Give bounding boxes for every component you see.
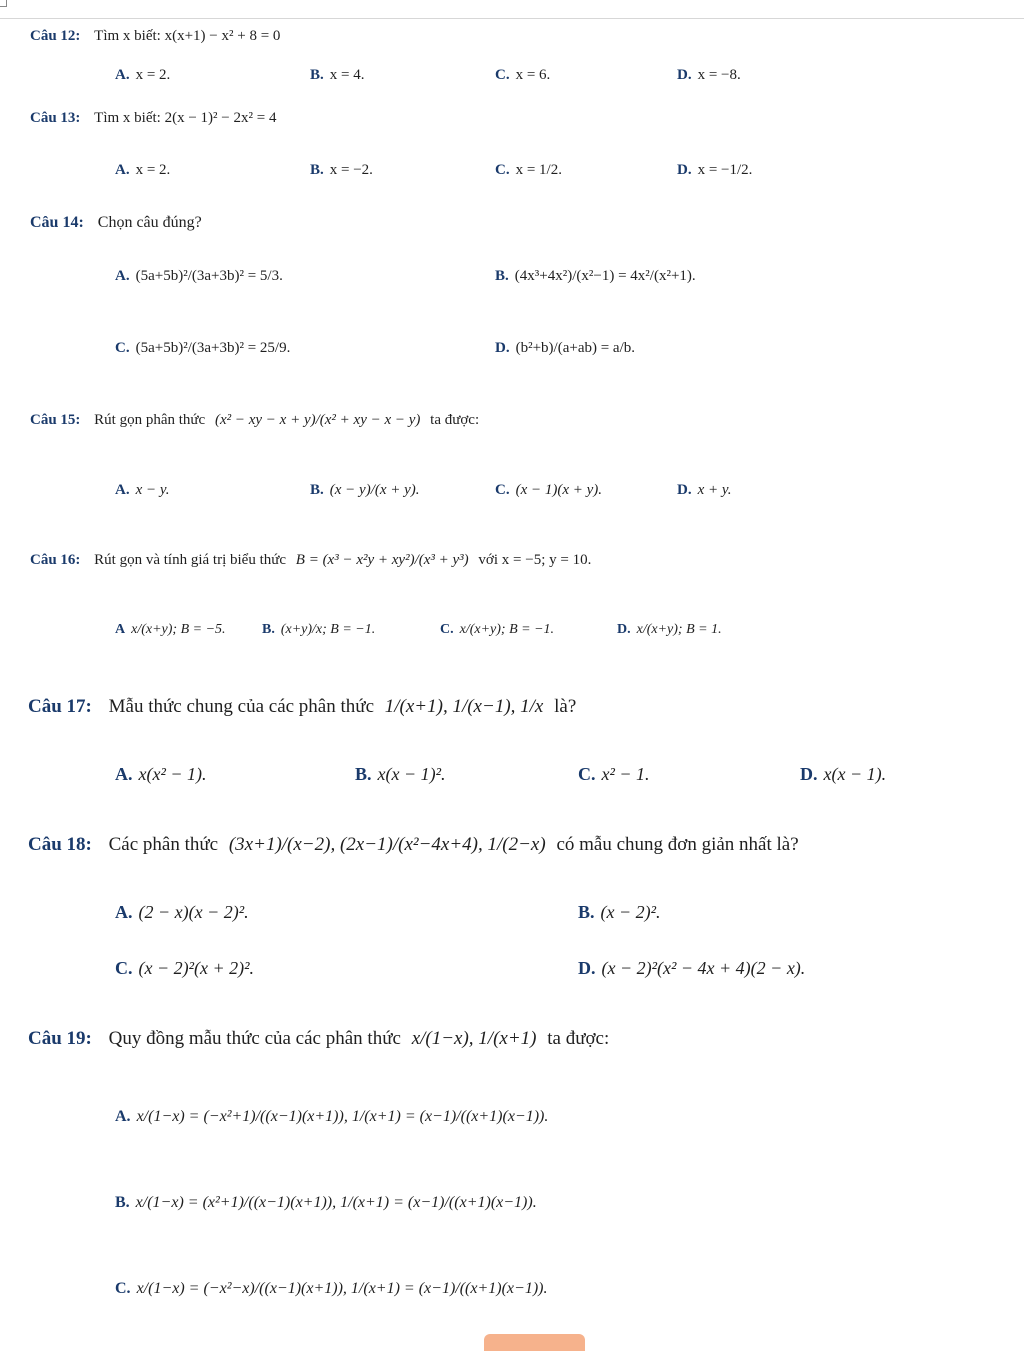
question-stem-before: Quy đồng mẫu thức của các phân thức: [108, 1028, 401, 1049]
question-label: Câu 18:: [28, 834, 92, 855]
option-17-b[interactable]: B. x(x − 1)².: [355, 764, 446, 784]
option-13-b[interactable]: B. x = −2.: [310, 162, 373, 178]
option-12-b[interactable]: B. x = 4.: [310, 67, 365, 83]
option-19-a[interactable]: A. x/(1−x) = (−x²+1)/((x−1)(x+1)), 1/(x+1) = (x−1)/((x+1)(x−1)).: [115, 1108, 549, 1125]
option-14-a[interactable]: A. (5a+5b)²/(3a+3b)² = 5/3.: [115, 268, 283, 284]
option-15-a[interactable]: A. x − y.: [115, 482, 170, 498]
option-16-c[interactable]: C. x/(x+y); B = −1.: [440, 622, 555, 637]
option-12-a[interactable]: A. x = 2.: [115, 67, 171, 83]
bottom-tab-button[interactable]: [484, 1334, 585, 1351]
option-15-d[interactable]: D. x + y.: [677, 482, 732, 498]
page-corner-mark: [0, 0, 7, 7]
option-14-d[interactable]: D. (b²+b)/(a+ab) = a/b.: [495, 340, 636, 356]
question-label: Câu 17:: [28, 696, 92, 717]
question-14: [30, 214, 202, 232]
question-stem: Tìm x biết: x(x+1) − x² + 8 = 0: [94, 28, 281, 44]
option-16-a[interactable]: A x/(x+y); B = −5.: [115, 622, 226, 637]
question-17: [28, 696, 576, 718]
question-stem-before: Mẫu thức chung của các phân thức: [108, 696, 375, 717]
option-13-a[interactable]: A. x = 2.: [115, 162, 171, 178]
question-19: [28, 1028, 609, 1050]
question-stem-after: là?: [554, 696, 577, 717]
option-13-c[interactable]: C. x = 1/2.: [495, 162, 562, 178]
option-16-b[interactable]: B. (x+y)/x; B = −1.: [262, 622, 376, 637]
question-stem-after: có mẫu chung đơn giản nhất là?: [556, 834, 799, 855]
question-label: Câu 13:: [30, 110, 81, 126]
question-stem-before: Rút gọn và tính giá trị biểu thức: [94, 552, 287, 568]
question-stem-before: Rút gọn phân thức: [94, 412, 206, 428]
question-label: Câu 14:: [30, 214, 84, 231]
question-stem-fraction: (x² − xy − x + y)/(x² + xy − x − y): [214, 412, 421, 428]
option-18-a[interactable]: A. (2 − x)(x − 2)².: [115, 902, 249, 922]
question-stem-expression: B = (x³ − x²y + xy²)/(x³ + y³): [295, 552, 469, 568]
option-12-c[interactable]: C. x = 6.: [495, 67, 551, 83]
option-14-b[interactable]: B. (4x³+4x²)/(x²−1) = 4x²/(x²+1).: [495, 268, 696, 284]
option-18-b[interactable]: B. (x − 2)².: [578, 902, 661, 922]
question-stem-fractions: (3x+1)/(x−2), (2x−1)/(x²−4x+4), 1/(2−x): [228, 834, 546, 855]
option-17-a[interactable]: A. x(x² − 1).: [115, 764, 207, 784]
question-label: Câu 19:: [28, 1028, 92, 1049]
question-stem-fractions: 1/(x+1), 1/(x−1), 1/x: [384, 696, 544, 717]
option-15-c[interactable]: C. (x − 1)(x + y).: [495, 482, 603, 498]
question-18: [28, 834, 799, 856]
question-stem-before: Các phân thức: [108, 834, 219, 855]
option-19-b[interactable]: B. x/(1−x) = (x²+1)/((x−1)(x+1)), 1/(x+1) = (x−1)/((x+1)(x−1)).: [115, 1194, 537, 1211]
option-14-c[interactable]: C. (5a+5b)²/(3a+3b)² = 25/9.: [115, 340, 291, 356]
option-18-c[interactable]: C. (x − 2)²(x + 2)².: [115, 958, 255, 978]
option-18-d[interactable]: D. (x − 2)²(x² − 4x + 4)(2 − x).: [578, 958, 806, 978]
option-12-d[interactable]: D. x = −8.: [677, 67, 741, 83]
question-stem-after: với x = −5; y = 10.: [478, 552, 592, 568]
question-16: [30, 552, 591, 569]
option-15-b[interactable]: B. (x − y)/(x + y).: [310, 482, 420, 498]
option-13-d[interactable]: D. x = −1/2.: [677, 162, 753, 178]
question-stem-fractions: x/(1−x), 1/(x+1): [411, 1028, 537, 1049]
option-16-d[interactable]: D. x/(x+y); B = 1.: [617, 622, 722, 637]
top-divider: [0, 18, 1024, 19]
option-17-c[interactable]: C. x² − 1.: [578, 764, 650, 784]
question-label: Câu 12:: [30, 28, 81, 44]
question-13: [30, 110, 276, 127]
question-12: [30, 28, 280, 45]
question-stem: Tìm x biết: 2(x − 1)² − 2x² = 4: [94, 110, 277, 126]
question-stem-after: ta được:: [430, 412, 480, 428]
question-label: Câu 15:: [30, 412, 81, 428]
option-19-c[interactable]: C. x/(1−x) = (−x²−x)/((x−1)(x+1)), 1/(x+1) = (x−1)/((x+1)(x−1)).: [115, 1280, 548, 1297]
question-stem: Chọn câu đúng?: [97, 214, 202, 231]
question-15: [30, 412, 479, 429]
question-label: Câu 16:: [30, 552, 81, 568]
option-17-d[interactable]: D. x(x − 1).: [800, 764, 887, 784]
question-stem-after: ta được:: [547, 1028, 610, 1049]
